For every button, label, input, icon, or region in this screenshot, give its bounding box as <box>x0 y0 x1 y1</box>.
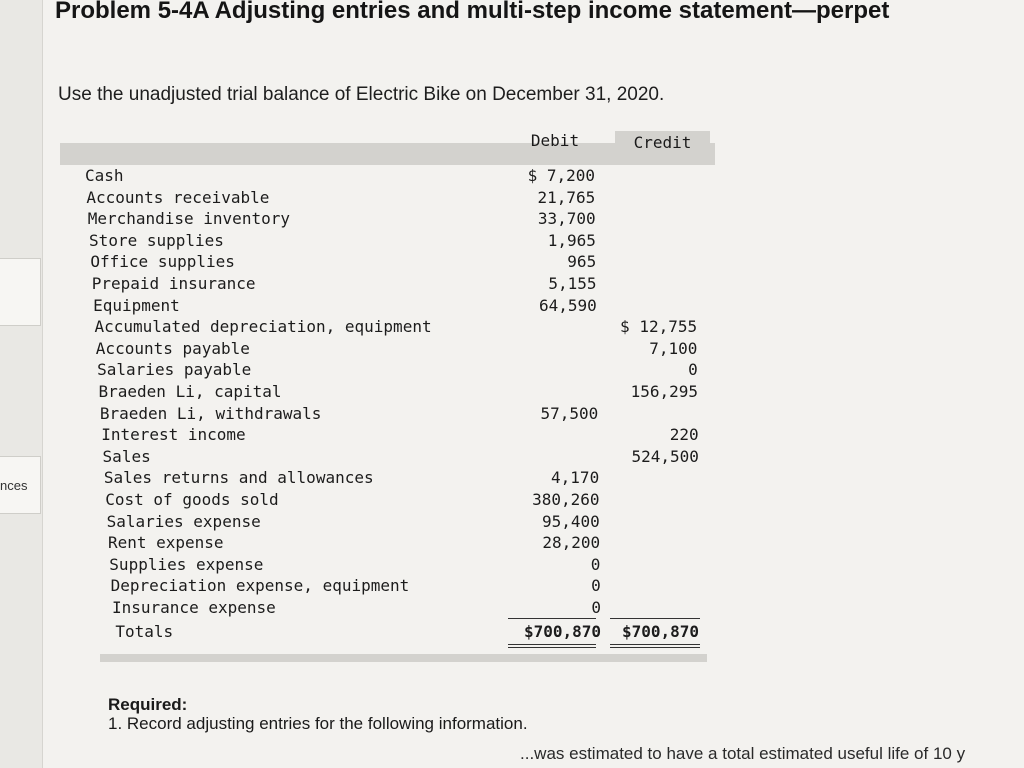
debit-amount: 4,170 <box>551 468 600 488</box>
table-row <box>104 468 715 490</box>
account-name: Cost of goods sold <box>105 490 279 509</box>
account-name: Accounts payable <box>95 338 250 358</box>
debit-amount: 0 <box>590 554 601 574</box>
totals-credit: $700,870 <box>621 621 699 641</box>
totals-row <box>115 622 715 644</box>
debit-amount: 965 <box>567 252 597 272</box>
table-row <box>85 166 715 188</box>
credit-total-rule <box>610 618 700 619</box>
debit-amount: 28,200 <box>542 533 601 553</box>
credit-amount: 7,100 <box>649 338 698 358</box>
credit-amount: 0 <box>688 360 698 380</box>
table-row <box>100 404 715 426</box>
account-name: Store supplies <box>89 230 224 250</box>
account-name: Accounts receivable <box>86 187 270 207</box>
account-name: Insurance expense <box>112 598 276 617</box>
required-item-1: 1. Record adjusting entries for the following information. <box>108 714 528 733</box>
table-row <box>88 209 715 231</box>
account-name: Braeden Li, withdrawals <box>99 403 322 423</box>
debit-amount: 1,965 <box>547 230 596 250</box>
debit-amount: 33,700 <box>537 209 596 229</box>
account-name: Sales returns and allowances <box>103 468 374 488</box>
account-name: Office supplies <box>90 252 235 272</box>
table-row <box>89 231 715 253</box>
debit-amount: 5,155 <box>548 274 597 293</box>
credit-amount: $ 12,755 <box>620 317 698 337</box>
account-name: Prepaid insurance <box>91 274 256 293</box>
table-row <box>94 317 715 339</box>
table-row <box>92 274 715 296</box>
debit-amount: $ 7,200 <box>527 166 595 185</box>
table-row <box>107 512 715 534</box>
table-row <box>90 252 715 274</box>
account-name: Rent expense <box>107 533 224 553</box>
account-name: Depreciation expense, equipment <box>110 576 410 596</box>
credit-header: Credit <box>615 131 710 152</box>
account-name: Salaries expense <box>106 511 261 531</box>
trial-balance-table <box>60 131 715 651</box>
table-row <box>101 425 715 447</box>
table-row <box>86 188 715 210</box>
debit-amount: 64,590 <box>539 295 597 315</box>
table-bottom-bar <box>100 654 707 662</box>
credit-double-rule <box>610 644 700 648</box>
problem-intro: Use the unadjusted trial balance of Electric Bike on December 31, 2020. <box>58 84 665 105</box>
account-name: Sales <box>102 446 151 466</box>
credit-amount: 156,295 <box>630 382 698 401</box>
sidebar-label: nces <box>0 478 28 493</box>
table-row <box>111 576 715 598</box>
required-heading: Required: <box>108 695 188 714</box>
account-name: Cash <box>85 166 124 185</box>
problem-title: Problem 5-4A Adjusting entries and multi-step income statement—perpet <box>55 0 890 24</box>
debit-amount: 57,500 <box>540 403 599 423</box>
table-row <box>96 339 715 361</box>
account-name: Accumulated depreciation, equipment <box>94 317 432 337</box>
debit-amount: 95,400 <box>542 511 600 531</box>
table-row <box>99 382 716 404</box>
table-row <box>109 555 715 577</box>
credit-amount: 220 <box>669 425 699 445</box>
left-sidebar <box>0 0 43 768</box>
account-name: Interest income <box>101 425 246 445</box>
table-row <box>97 360 715 382</box>
debit-header: Debit <box>530 131 580 150</box>
debit-amount: 0 <box>591 598 601 617</box>
account-name: Equipment <box>93 295 180 315</box>
account-name: Merchandise inventory <box>87 209 290 229</box>
account-name: Salaries payable <box>97 360 252 380</box>
account-name: Braeden Li, capital <box>98 382 282 401</box>
table-row <box>103 447 715 469</box>
totals-debit: $700,870 <box>523 621 601 641</box>
debit-amount: 380,260 <box>532 490 600 509</box>
debit-double-rule <box>508 644 596 648</box>
credit-amount: 524,500 <box>631 446 699 466</box>
table-row <box>105 490 715 512</box>
debit-amount: 21,765 <box>537 187 596 207</box>
debit-amount: 0 <box>591 576 601 596</box>
totals-account: Totals <box>115 621 174 641</box>
account-name: Supplies expense <box>109 554 264 574</box>
debit-total-rule <box>508 618 596 619</box>
table-row <box>108 533 715 555</box>
sidebar-tab[interactable] <box>0 258 41 326</box>
table-row <box>93 296 715 318</box>
required-item-cut-text: ...was estimated to have a total estimated useful life of 10 y <box>520 744 966 763</box>
